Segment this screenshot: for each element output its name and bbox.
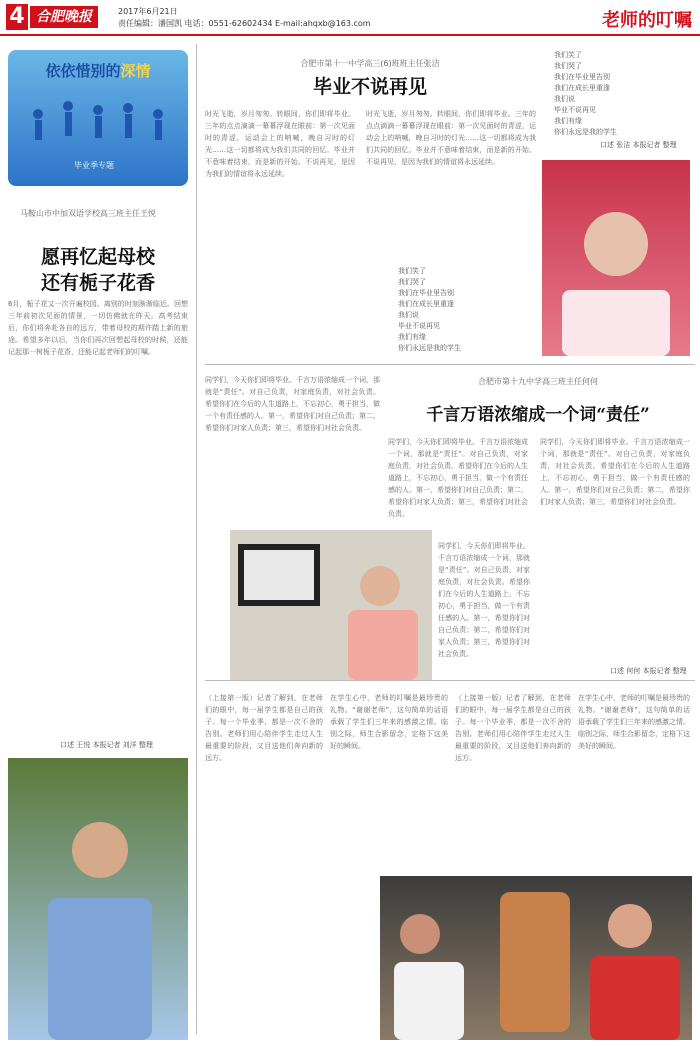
article3-title: 千言万语浓缩成一个词“责任”: [426, 405, 650, 425]
article1-credit: 口述 王悦 本报记者 刘洋 整理: [60, 741, 153, 749]
banner-title: 依依惜别的深情: [45, 62, 151, 80]
student-photo: [542, 160, 690, 356]
classroom-photo: [380, 876, 692, 1040]
article1-title-line1: 愿再忆起母校: [40, 246, 155, 268]
column-divider: [196, 44, 197, 1034]
teacher-photo: [8, 758, 188, 1040]
banner-subtitle: 毕业季专题: [74, 161, 114, 170]
banner: [8, 50, 188, 186]
section-divider: [205, 364, 695, 365]
article3-credit: 口述 何何 本报记者 整理: [610, 667, 687, 675]
article4-col3: （上接第一版）记者了解到，在老师们的眼中，每一届学生都是自己的孩子。每一个毕业季，都是一次不舍的告别。老师们用心陪伴学生走过人生最重要的阶段，又目送他们奔向新的远方。: [455, 694, 571, 762]
article1-kicker: 马鞍山市中加双语学校高三班主任王悦: [20, 209, 156, 218]
article2-poem-continued: 我们笑了 我们哭了 我们在毕业里告别 我们在成长里重逢 我们说 毕业不说再见 我们有缘 你们永远是我的学生: [554, 51, 617, 136]
article4-col1: （上接第一版）记者了解到，在老师们的眼中，每一届学生都是自己的孩子。每一个毕业季，都是一次不舍的告别。老师们用心陪伴学生走过人生最重要的阶段，又目送他们奔向新的远方。: [205, 694, 323, 762]
article3-body-b: 同学们，今天你们即将毕业。千言万语浓缩成一个词，那就是“责任”。对自己负责，对家庭负责，对社会负责。希望你们在今后的人生道路上，不忘初心，勇于担当，做一个有责任感的人。第一，希望你们对自己负责；第二，希望你们对家人负责；第三，希望你们对社会负责。: [540, 438, 690, 506]
article4-col2: 在学生心中，老师的叮嘱是最珍贵的礼物。“谢谢老师”，这句简单的话语承载了学生们三年来的感激之情。临别之际，师生合影留念，定格下这美好的瞬间。: [330, 694, 448, 750]
date-line: 2017年6月21日: [118, 7, 178, 16]
group-photo-icon: [380, 876, 692, 1040]
article4-col4: 在学生心中，老师的叮嘱是最珍贵的礼物。“谢谢老师”，这句简单的话语承载了学生们三年来的感激之情。临别之际，师生合影留念，定格下这美好的瞬间。: [578, 694, 690, 750]
editor-line: 责任编辑：潘国凯 电话：0551-62602434 E-mail:ahqxb@163.com: [118, 19, 371, 28]
article1-title-line2: 还有栀子花香: [40, 272, 155, 294]
article3-body-a: 同学们，今天你们即将毕业。千言万语浓缩成一个词，那就是“责任”。对自己负责，对家庭负责，对社会负责。希望你们在今后的人生道路上，不忘初心，勇于担当，做一个有责任感的人。第一，希望你们对自己负责；第二，希望你们对家人负责；第三，希望你们对社会负责。: [388, 438, 528, 518]
article2-poem: 我们笑了 我们哭了 我们在毕业里告别 我们在成长里重逢 我们说 毕业不说再见 我们有缘 你们永远是我的学生: [398, 267, 461, 352]
person-silhouette-icon: [8, 758, 188, 1040]
teacher-at-computer-photo: [230, 530, 432, 680]
masthead: 合肥晚报: [30, 6, 98, 28]
computer-icon: [230, 530, 432, 680]
person-silhouette-icon: [542, 160, 690, 356]
article2-body-left: 时光飞逝，岁月匆匆。转眼间，你们即将毕业。三年的点点滴滴一幕幕浮现在眼前：第一次见面时的青涩，运动会上的呐喊，晚自习时的灯光……这一切都将成为我们共同的回忆。毕业并不意味着结束，而是新的开始。不说再见，是因为我们的情谊将永远延续。: [205, 110, 355, 178]
page-number: 4: [6, 4, 28, 30]
article2-kicker: 合肥市第十一中学高三(6)班班主任张洁: [300, 59, 440, 68]
article3-intro: 同学们，今天你们即将毕业。千言万语浓缩成一个词，那就是“责任”。对自己负责，对家庭负责，对社会负责。希望你们在今后的人生道路上，不忘初心，勇于担当，做一个有责任感的人。第一，希望你们对自己负责；第二，希望你们对家人负责；第三，希望你们对社会负责。: [205, 376, 380, 432]
section-divider: [205, 680, 695, 681]
article2-credit: 口述 张洁 本报记者 整理: [600, 141, 677, 149]
article3-body-c: 同学们，今天你们即将毕业。千言万语浓缩成一个词，那就是“责任”。对自己负责，对家庭负责，对社会负责。希望你们在今后的人生道路上，不忘初心，勇于担当，做一个有责任感的人。第一，希望你们对自己负责；第二，希望你们对家人负责；第三，希望你们对社会负责。: [438, 542, 530, 658]
article2-body-right: 时光飞逝，岁月匆匆。转眼间，你们即将毕业。三年的点点滴滴一幕幕浮现在眼前：第一次见面时的青涩，运动会上的呐喊，晚自习时的灯光……这一切都将成为我们共同的回忆。毕业并不意味着结束，而是新的开始。不说再见，是因为我们的情谊将永远延续。: [366, 110, 536, 166]
article1-body: 6月，栀子花又一次开遍校园。离别的时刻渐渐临近。回想三年前初次见面的情景，一切仿佛就在昨天。高考结束后，你们将奔赴各自的远方，带着母校的期许踏上新的旅途。希望多年以后，当你们再次回想起母校的时候，还能记起那一树栀子花香，还能记起老师们的叮嘱。: [8, 300, 188, 356]
article2-title: 毕业不说再见: [312, 76, 427, 98]
article3-kicker: 合肥市第十九中学高三班主任何何: [478, 377, 598, 386]
column-title: 老师的叮嘱: [602, 10, 692, 31]
